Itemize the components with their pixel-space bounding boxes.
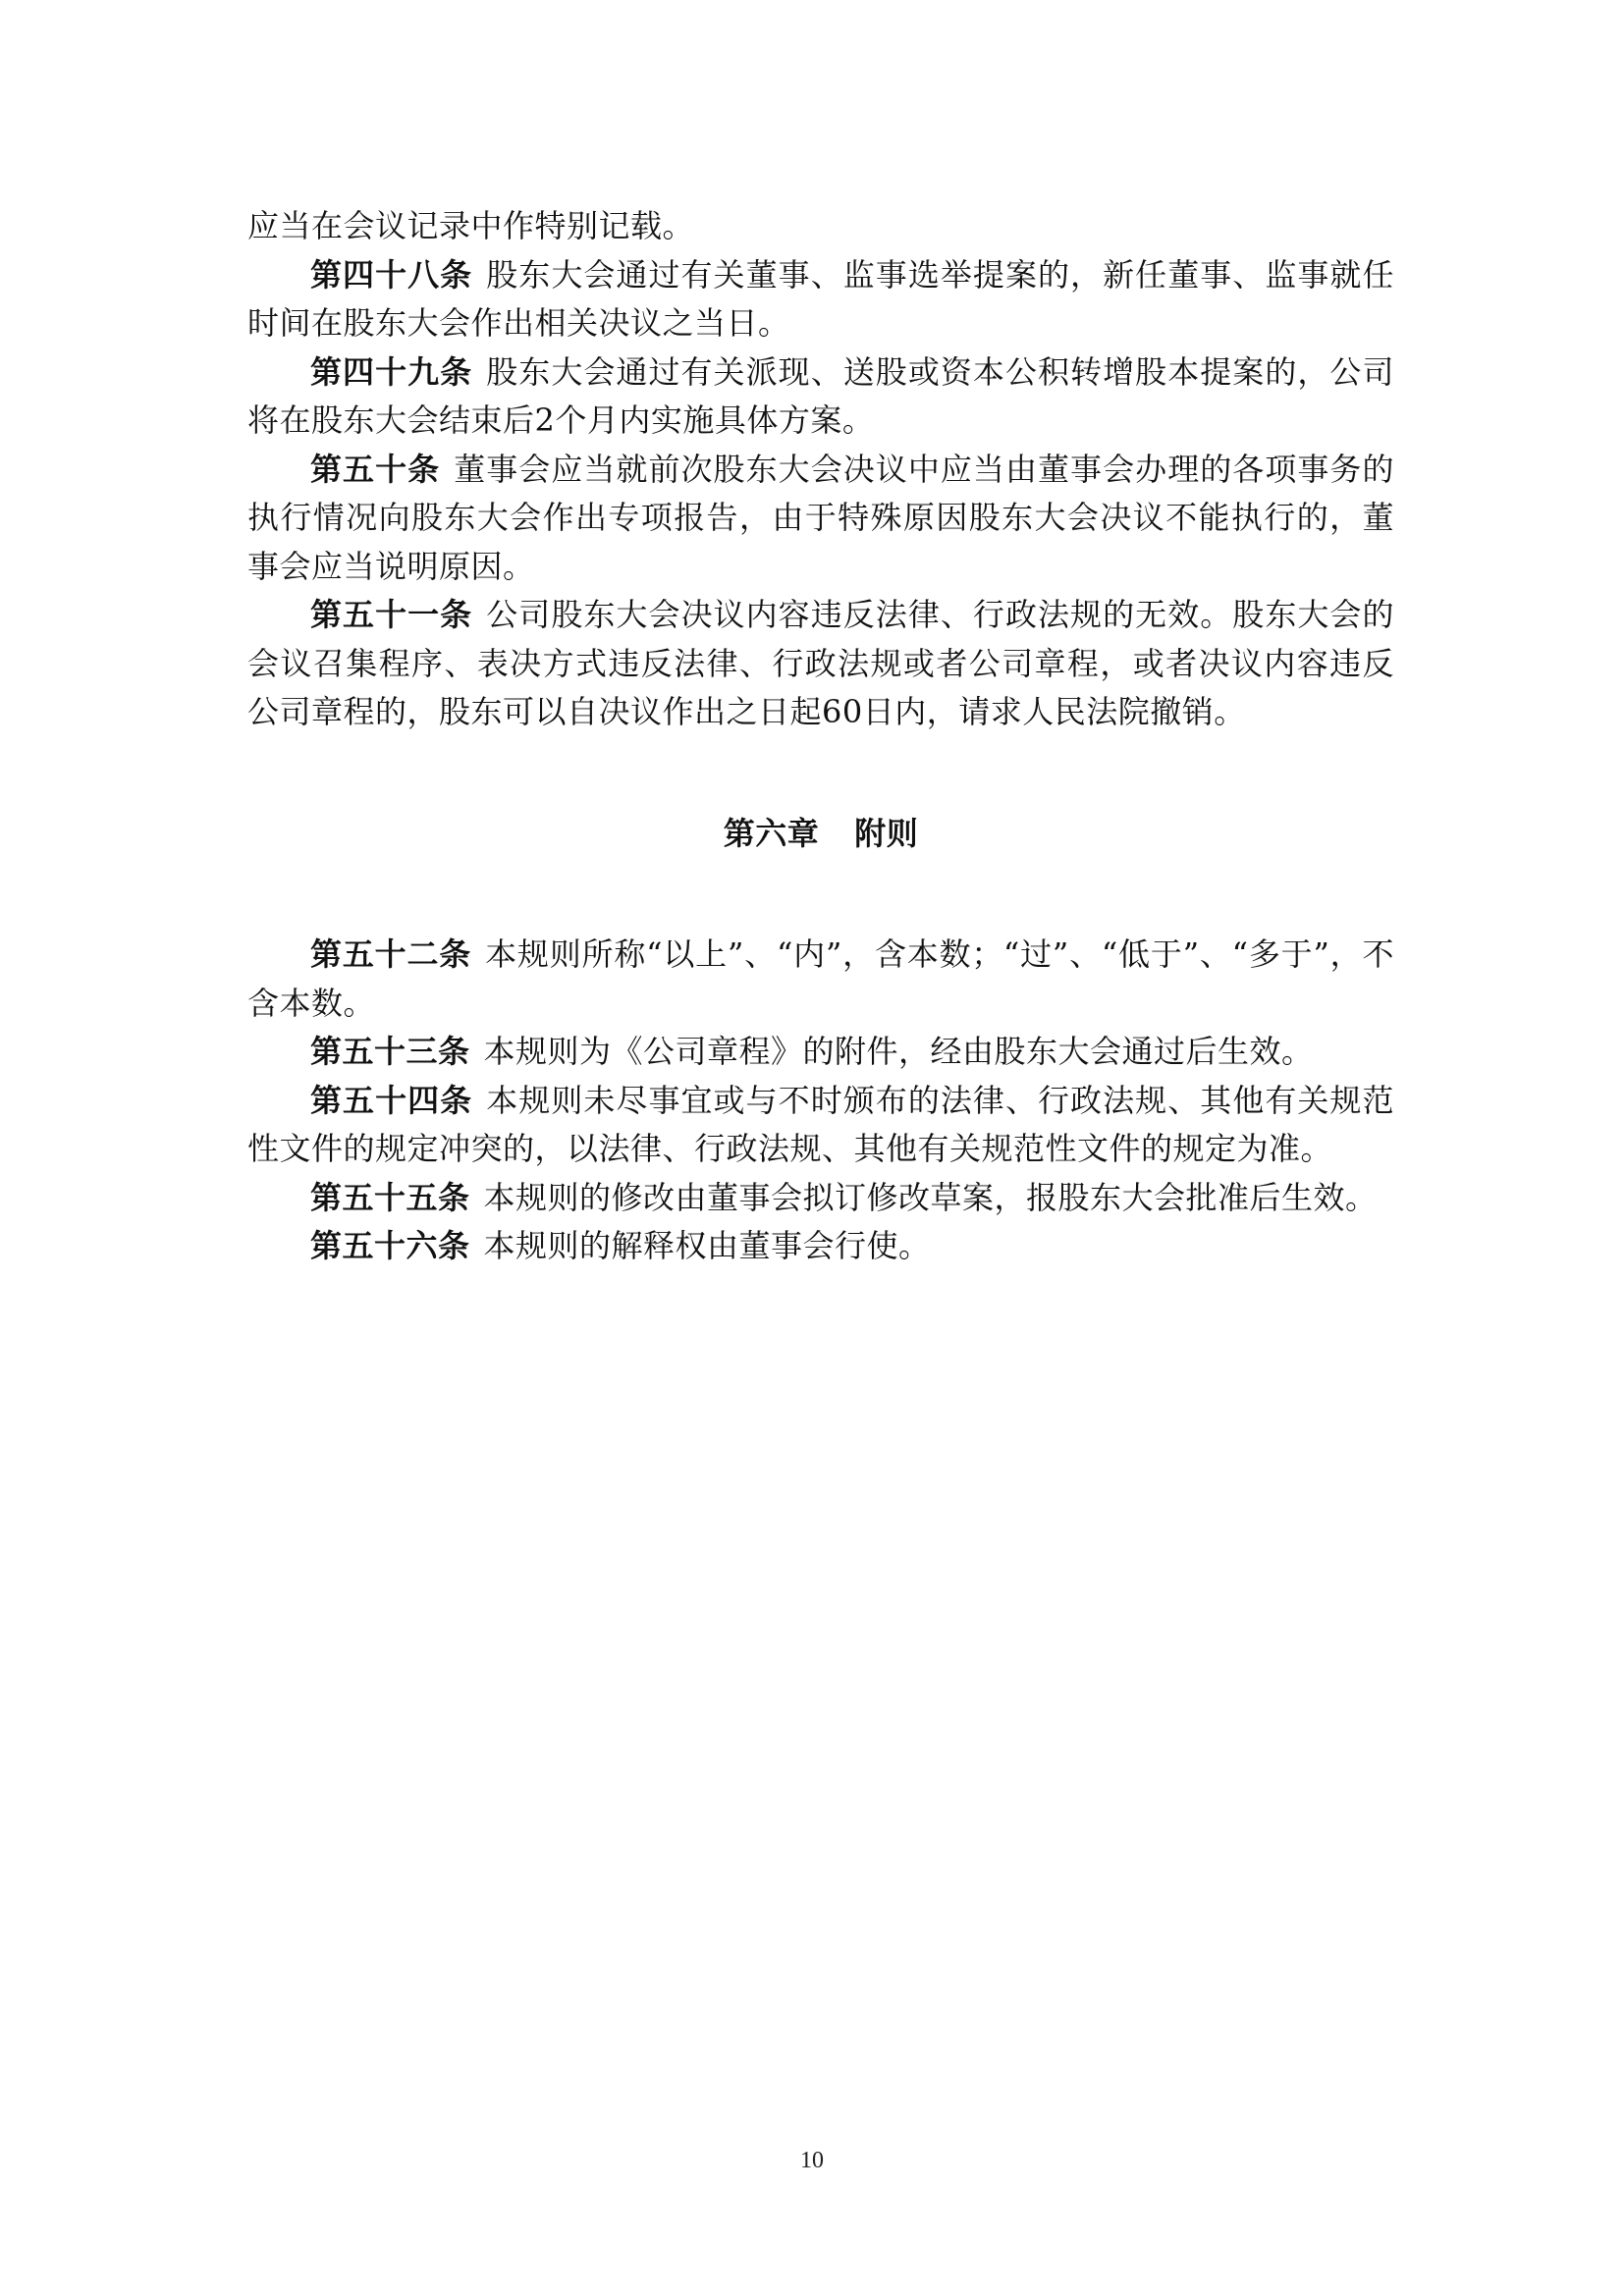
article-text: 本规则的修改由董事会拟订修改草案，报股东大会批准后生效。 (483, 1178, 1378, 1216)
article-55 (247, 1174, 1394, 1223)
chapter-number: 第六章 (723, 814, 820, 852)
article-text: 本规则的解释权由董事会行使。 (483, 1227, 931, 1264)
article-56 (247, 1222, 1394, 1271)
article-text: 董事会应当就前次股东大会决议中应当由董事会办理的各项事务的执行情况向股东大会作出专项报告，由于特殊原因股东大会决议不能执行的，董事会应当说明原因。 (247, 450, 1394, 585)
page-body (247, 202, 1394, 1271)
continuation-paragraph (247, 202, 1394, 251)
page-number: 10 (800, 2148, 824, 2173)
article-number: 第四十八条 (310, 255, 473, 294)
article-text: 本规则所称“以上”、“内”，含本数；“过”、“低于”、“多于”，不含本数。 (247, 935, 1394, 1022)
article-number: 第五十六条 (310, 1227, 470, 1264)
article-text: 股东大会通过有关派现、送股或资本公积转增股本提案的，公司将在股东大会结束后2个月内实施具体方案。 (247, 352, 1394, 439)
article-number: 第五十一条 (310, 596, 473, 633)
article-49 (247, 348, 1394, 446)
article-text: 本规则为《公司章程》的附件，经由股东大会通过后生效。 (483, 1033, 1314, 1070)
article-51 (247, 591, 1394, 737)
continuation-text: 应当在会议记录中作特别记载。 (247, 207, 695, 244)
article-52 (247, 931, 1394, 1028)
article-48 (247, 251, 1394, 348)
article-number: 第五十四条 (310, 1081, 473, 1119)
article-54 (247, 1077, 1394, 1174)
article-number: 第四十九条 (310, 352, 473, 391)
article-text: 公司股东大会决议内容违反法律、行政法规的无效。股东大会的会议召集程序、表决方式违反法律、行政法规或者公司章程，或者决议内容违反公司章程的，股东可以自决议作出之日起60日内，请求人民法院撤销。 (247, 596, 1394, 730)
article-text: 股东大会通过有关董事、监事选举提案的，新任董事、监事就任时间在股东大会作出相关决议之当日。 (247, 255, 1394, 342)
article-50 (247, 446, 1394, 592)
article-number: 第五十五条 (310, 1178, 470, 1216)
article-number: 第五十条 (310, 450, 441, 488)
article-text: 本规则未尽事宜或与不时颁布的法律、行政法规、其他有关规范性文件的规定冲突的，以法律、行政法规、其他有关规范性文件的规定为准。 (247, 1081, 1394, 1167)
chapter-title: 附则 (854, 814, 919, 852)
article-number: 第五十二条 (310, 935, 472, 973)
article-number: 第五十三条 (310, 1033, 470, 1070)
article-53 (247, 1028, 1394, 1077)
chapter-heading (247, 810, 1394, 859)
